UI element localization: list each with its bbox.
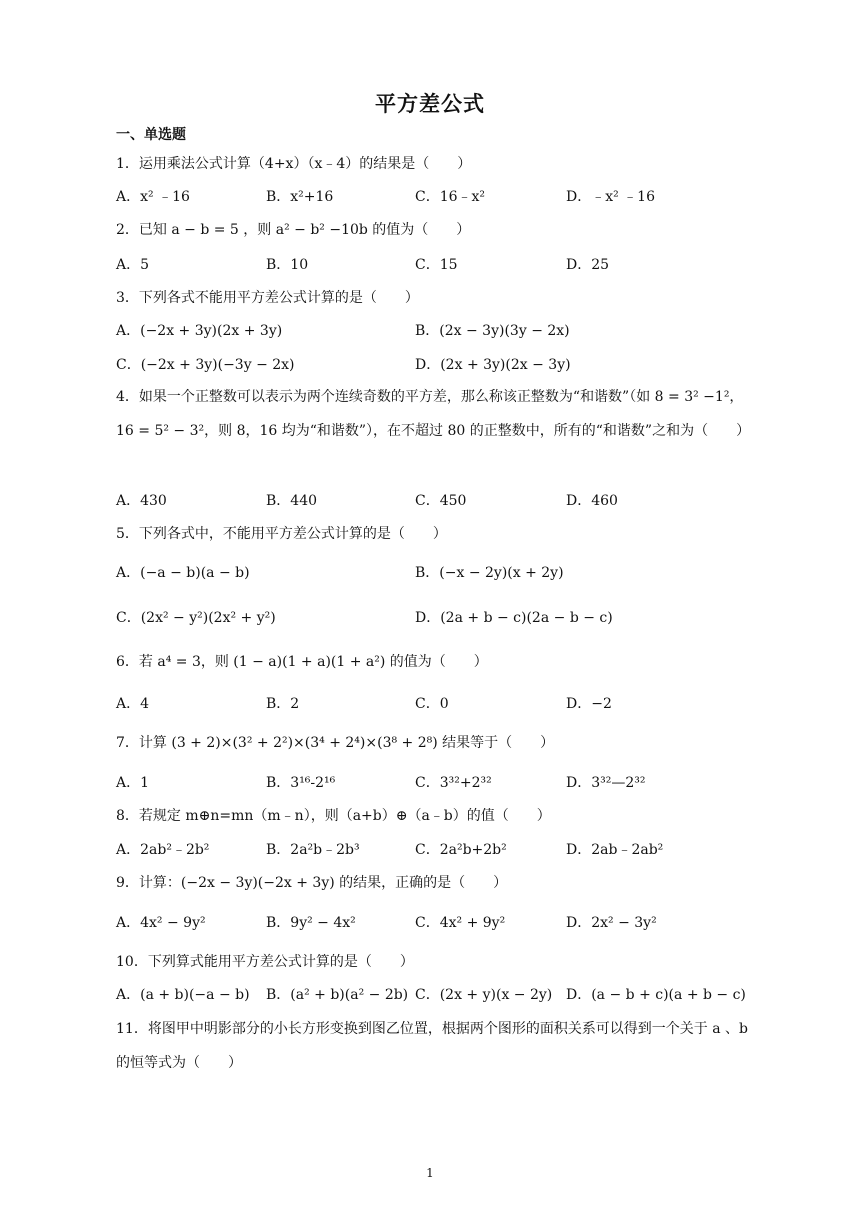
- option-b: B．9y² − 4x²: [266, 915, 356, 931]
- question-stem: 4．如果一个正整数可以表示为两个连续奇数的平方差，那么称该正整数为“和谐数”（如 8 = 3² −1²，16 = 5² − 3²，则 8，16 均为“和谐数”），在不超过 80 的正整数中，所有的“和谐数”之和为（ ）: [116, 389, 751, 439]
- question-stem: 7．计算 (3 + 2)×(3² + 2²)×(3⁴ + 2⁴)×(3⁸ + 2⁸) 结果等于（ ）: [116, 735, 555, 751]
- option-a: A．430: [116, 493, 167, 509]
- option-b: B．x²+16: [266, 189, 334, 205]
- option-b: B．2: [266, 696, 300, 712]
- option-b: B．3¹⁶-2¹⁶: [266, 775, 336, 791]
- option-c: C．450: [415, 493, 467, 509]
- option-b: B．(2x − 3y)(3y − 2x): [415, 323, 570, 339]
- option-c: C．15: [415, 257, 458, 273]
- option-a: A．(−a − b)(a − b): [116, 565, 250, 581]
- option-a: A．(a + b)(−a − b): [116, 987, 250, 1003]
- option-a: A．x² ﹣16: [116, 189, 190, 205]
- option-d: D．−2: [566, 696, 612, 712]
- question-stem: 6．若 a⁴ = 3，则 (1 − a)(1 + a)(1 + a²) 的值为（ ）: [116, 654, 488, 670]
- question-stem: 11．将图甲中明影部分的小长方形变换到图乙位置，根据两个图形的面积关系可以得到一个关于 a 、b 的恒等式为（ ）: [116, 1021, 749, 1071]
- option-c: C．3³²+2³²: [415, 775, 492, 791]
- option-c: C．(2x + y)(x − 2y): [415, 987, 553, 1003]
- option-a: A．4x² − 9y²: [116, 915, 206, 931]
- option-d: D．2x² − 3y²: [566, 915, 657, 931]
- page-number: 1: [426, 1166, 434, 1180]
- question-stem: 9．计算：(−2x − 3y)(−2x + 3y) 的结果，正确的是（ ）: [116, 875, 508, 891]
- section-heading: 一、单选题: [116, 127, 186, 143]
- option-b: B．2a²b﹣2b³: [266, 842, 360, 858]
- option-c: C．2a²b+2b²: [415, 842, 507, 858]
- question-stem: 1．运用乘法公式计算（4+x）（x﹣4）的结果是（ ）: [116, 156, 472, 172]
- option-b: B．(a² + b)(a² − 2b): [266, 987, 409, 1003]
- question-stem: 3．下列各式不能用平方差公式计算的是（ ）: [116, 290, 419, 306]
- option-b: B．(−x − 2y)(x + 2y): [415, 565, 564, 581]
- question-stem: 5．下列各式中，不能用平方差公式计算的是（ ）: [116, 526, 447, 542]
- option-a: A．(−2x + 3y)(2x + 3y): [116, 323, 283, 339]
- option-a: A．5: [116, 257, 150, 273]
- option-d: D．460: [566, 493, 618, 509]
- option-a: A．4: [116, 696, 150, 712]
- option-c: C．16﹣x²: [415, 189, 486, 205]
- option-b: B．440: [266, 493, 318, 509]
- option-d: D．25: [566, 257, 610, 273]
- option-c: C．0: [415, 696, 449, 712]
- option-d: D．(2x + 3y)(2x − 3y): [415, 357, 571, 373]
- option-d: D．3³²—2³²: [566, 775, 646, 791]
- option-c: C．(2x² − y²)(2x² + y²): [116, 610, 276, 626]
- page-title: 平方差公式: [375, 92, 485, 116]
- question-stem: 2．已知 a − b = 5 ，则 a² − b² −10b 的值为（ ）: [116, 222, 471, 238]
- option-d: D．﹣x² ﹣16: [566, 189, 655, 205]
- option-c: C．4x² + 9y²: [415, 915, 506, 931]
- question-stem: 8．若规定 m⊕n=mn（m﹣n），则（a+b）⊕（a﹣b）的值（ ）: [116, 808, 551, 824]
- option-c: C．(−2x + 3y)(−3y − 2x): [116, 357, 295, 373]
- option-a: A．2ab²﹣2b²: [116, 842, 210, 858]
- option-a: A．1: [116, 775, 150, 791]
- option-d: D．(2a + b − c)(2a − b − c): [415, 610, 613, 626]
- option-b: B．10: [266, 257, 309, 273]
- option-d: D．2ab﹣2ab²: [566, 842, 664, 858]
- option-d: D．(a − b + c)(a + b − c): [566, 987, 746, 1003]
- question-stem: 10．下列算式能用平方差公式计算的是（ ）: [116, 954, 414, 970]
